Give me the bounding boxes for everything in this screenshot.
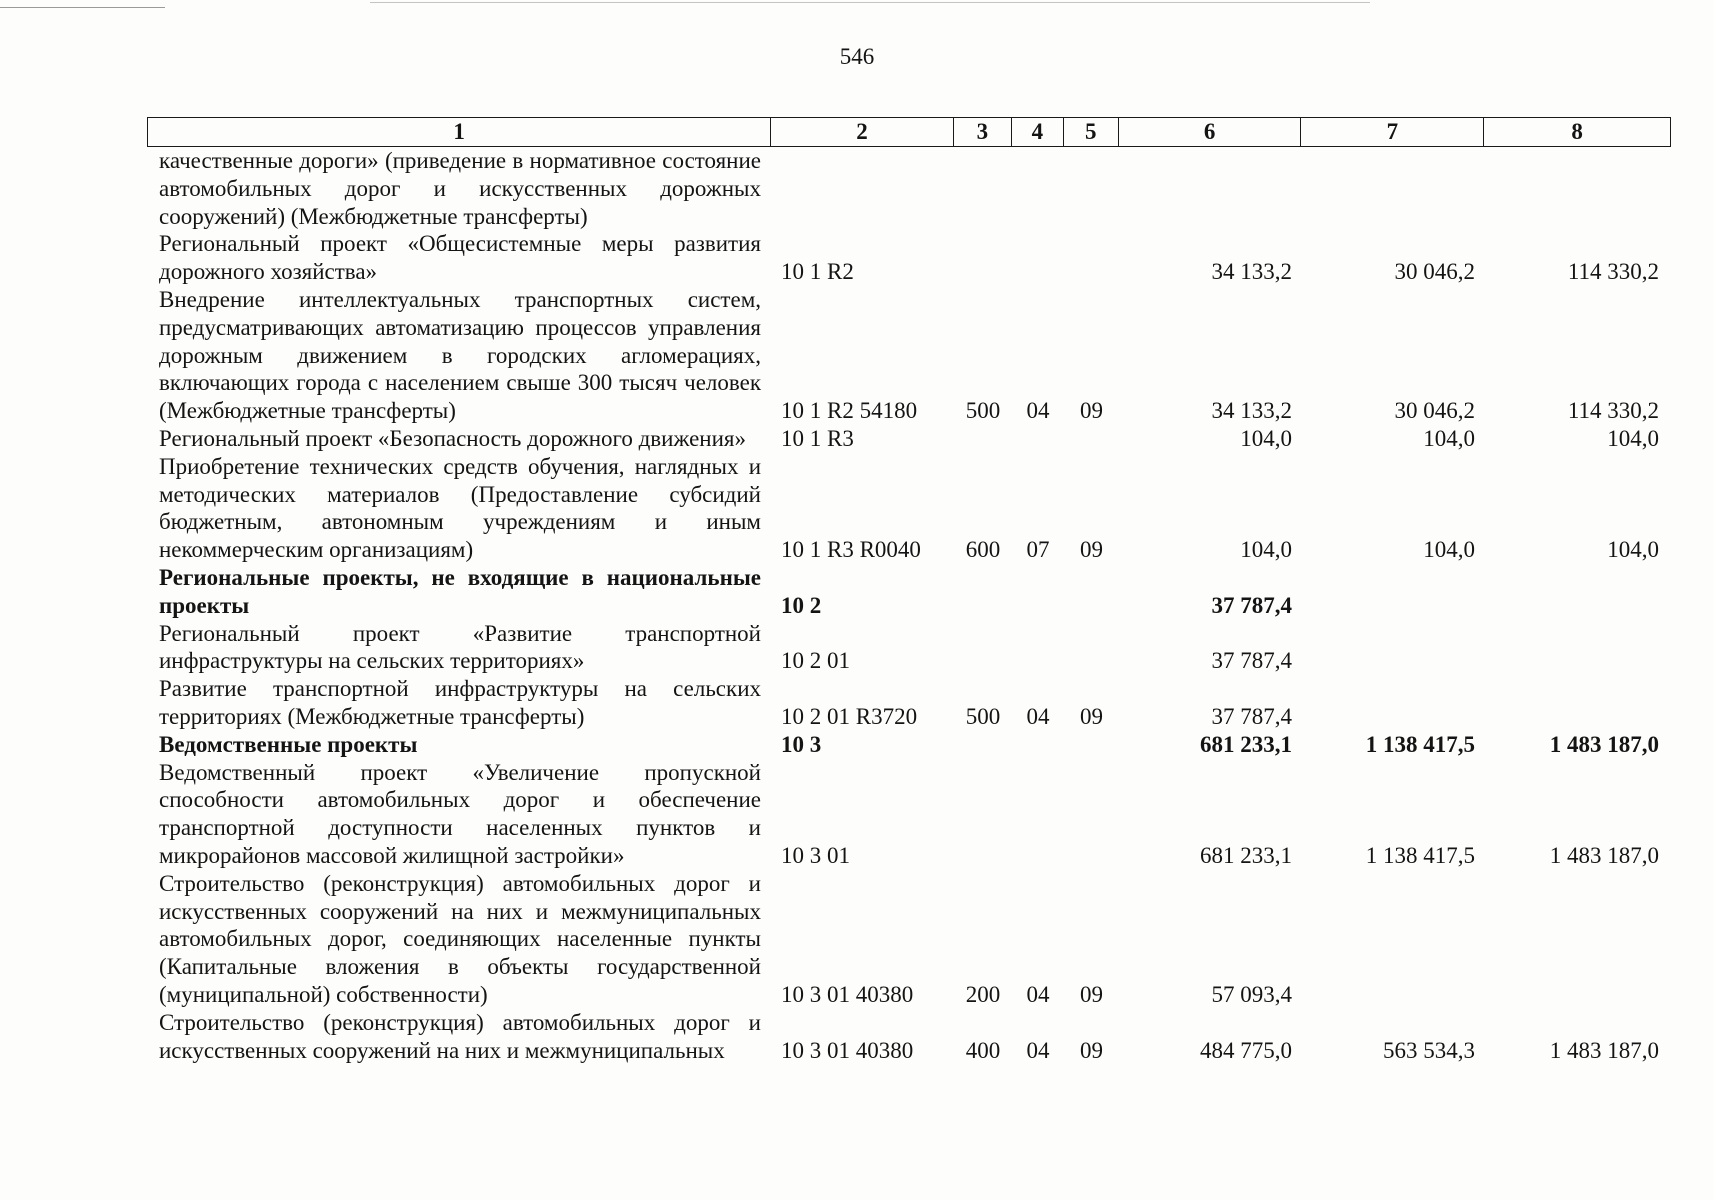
header-cell: 6 [1119, 118, 1302, 146]
table-row [147, 1009, 1671, 1065]
row-name-cell: качественные дороги» (приведение в нормативное состояние автомобильных дорог и искусственных дорожных сооружений) (Межбюджетные трансферты) [159, 148, 761, 229]
col-7-amount-cell: 30 046,2 [1394, 398, 1475, 424]
col-7-amount-cell: 1 138 417,5 [1365, 731, 1475, 757]
col-8-amount-cell: 114 330,2 [1567, 398, 1659, 424]
table-body [147, 147, 1671, 1064]
row-name-cell: Приобретение технических средств обучения, наглядных и методических материалов (Предоставление субсидий бюджетным, автономным учреждениям и иным некоммерческим организациям) [159, 453, 761, 563]
row-name-cell: Региональные проекты, не входящие в национальные проекты [159, 564, 761, 618]
classification-code-cell: 10 1 R2 [781, 259, 854, 285]
row-name-cell: Внедрение интеллектуальных транспортных систем, предусматривающих автоматизацию процессов управления дорожным движением в городских агломерациях, включающих города с населением свыше 300 тысяч человек (Межбюджетные трансферты) [159, 286, 761, 424]
col-5-cell: 09 [1080, 981, 1103, 1007]
col-3-cell: 500 [965, 398, 1001, 424]
table-row [147, 731, 1671, 759]
row-name-cell: Региональный проект «Общесистемные меры развития дорожного хозяйства» [159, 231, 761, 285]
col-7-amount-cell: 104,0 [1423, 537, 1475, 563]
header-cell: 5 [1064, 118, 1119, 146]
col-8-amount-cell: 1 483 187,0 [1549, 842, 1659, 868]
classification-code-cell: 10 1 R3 R0040 [781, 537, 921, 563]
col-8-amount-cell: 114 330,2 [1567, 259, 1659, 285]
header-cell: 7 [1301, 118, 1484, 146]
budget-table [147, 117, 1671, 1064]
col-4-cell: 04 [1026, 1037, 1050, 1063]
row-name-cell: Региональный проект «Развитие транспортной инфраструктуры на сельских территориях» [159, 620, 761, 674]
table-row [147, 759, 1671, 870]
table-header-row [147, 117, 1671, 147]
header-cell: 3 [954, 118, 1012, 146]
classification-code-cell: 10 3 01 40380 [781, 1037, 914, 1063]
header-cell: 2 [771, 118, 954, 146]
col-6-amount-cell: 37 787,4 [1211, 703, 1292, 729]
classification-code-cell: 10 3 01 [781, 842, 850, 868]
page-number: 546 [839, 44, 875, 69]
col-6-amount-cell: 681 233,1 [1200, 731, 1292, 757]
table-row [147, 147, 1671, 230]
col-6-amount-cell: 57 093,4 [1211, 981, 1292, 1007]
row-name-cell: Развитие транспортной инфраструктуры на сельских территориях (Межбюджетные трансферты) [159, 676, 761, 729]
scan-edge-line [0, 7, 165, 8]
col-8-amount-cell: 1 483 187,0 [1549, 1037, 1659, 1063]
scan-edge-line [370, 2, 1370, 3]
row-name-cell: Строительство (реконструкция) автомобильных дорог и искусственных сооружений на них и межмуниципальных [159, 1009, 761, 1063]
col-3-cell: 600 [965, 537, 1001, 563]
col-5-cell: 09 [1080, 537, 1103, 563]
classification-code-cell: 10 2 01 R3720 [781, 703, 918, 729]
row-name-cell: Региональный проект «Безопасность дорожного движения» [159, 425, 746, 451]
header-cell: 4 [1012, 118, 1064, 146]
table-row [147, 425, 1671, 453]
row-name-cell: Строительство (реконструкция) автомобильных дорог и искусственных сооружений на них и межмуниципальных автомобильных дорог, соединяющих населенные пункты (Капитальные вложения в объекты государственной (муниципальной) собственности) [159, 870, 761, 1007]
col-6-amount-cell: 484 775,0 [1200, 1037, 1292, 1063]
col-6-amount-cell: 37 787,4 [1211, 592, 1292, 618]
table-row [147, 230, 1671, 286]
col-6-amount-cell: 34 133,2 [1211, 398, 1292, 424]
col-7-amount-cell: 30 046,2 [1394, 259, 1475, 285]
col-8-amount-cell: 1 483 187,0 [1549, 731, 1659, 757]
col-3-cell: 500 [965, 703, 1001, 729]
table-row [147, 620, 1671, 676]
col-6-amount-cell: 104,0 [1240, 537, 1292, 563]
table-row [147, 564, 1671, 620]
col-3-cell: 200 [965, 981, 1001, 1007]
header-cell: 8 [1571, 119, 1583, 144]
table-row [147, 675, 1671, 731]
col-4-cell: 04 [1026, 398, 1050, 424]
col-6-amount-cell: 37 787,4 [1211, 648, 1292, 674]
table-row [147, 453, 1671, 564]
col-3-cell: 400 [965, 1037, 1001, 1063]
col-7-amount-cell: 1 138 417,5 [1365, 842, 1475, 868]
col-6-amount-cell: 681 233,1 [1200, 842, 1292, 868]
col-5-cell: 09 [1080, 1037, 1103, 1063]
col-8-amount-cell: 104,0 [1607, 537, 1659, 563]
classification-code-cell: 10 2 [781, 592, 822, 618]
col-5-cell: 09 [1080, 703, 1103, 729]
col-7-amount-cell: 104,0 [1423, 425, 1475, 451]
col-8-amount-cell: 104,0 [1607, 425, 1659, 451]
classification-code-cell: 10 1 R2 54180 [781, 398, 918, 424]
classification-code-cell: 10 3 [781, 731, 822, 757]
col-4-cell: 04 [1026, 703, 1050, 729]
col-4-cell: 04 [1026, 981, 1050, 1007]
col-5-cell: 09 [1080, 398, 1103, 424]
classification-code-cell: 10 3 01 40380 [781, 981, 914, 1007]
classification-code-cell: 10 2 01 [781, 648, 850, 674]
header-cell: 1 [148, 118, 771, 146]
row-name-cell: Ведомственный проект «Увеличение пропускной способности автомобильных дорог и обеспечение транспортной доступности населенных пунктов и микрорайонов массовой жилищной застройки» [159, 759, 761, 868]
col-4-cell: 07 [1026, 537, 1050, 563]
table-row [147, 870, 1671, 1009]
col-7-amount-cell: 563 534,3 [1383, 1037, 1475, 1063]
col-6-amount-cell: 34 133,2 [1211, 259, 1292, 285]
table-row [147, 286, 1671, 425]
col-6-amount-cell: 104,0 [1240, 425, 1292, 451]
row-name-cell: Ведомственные проекты [159, 731, 418, 757]
classification-code-cell: 10 1 R3 [781, 425, 854, 451]
